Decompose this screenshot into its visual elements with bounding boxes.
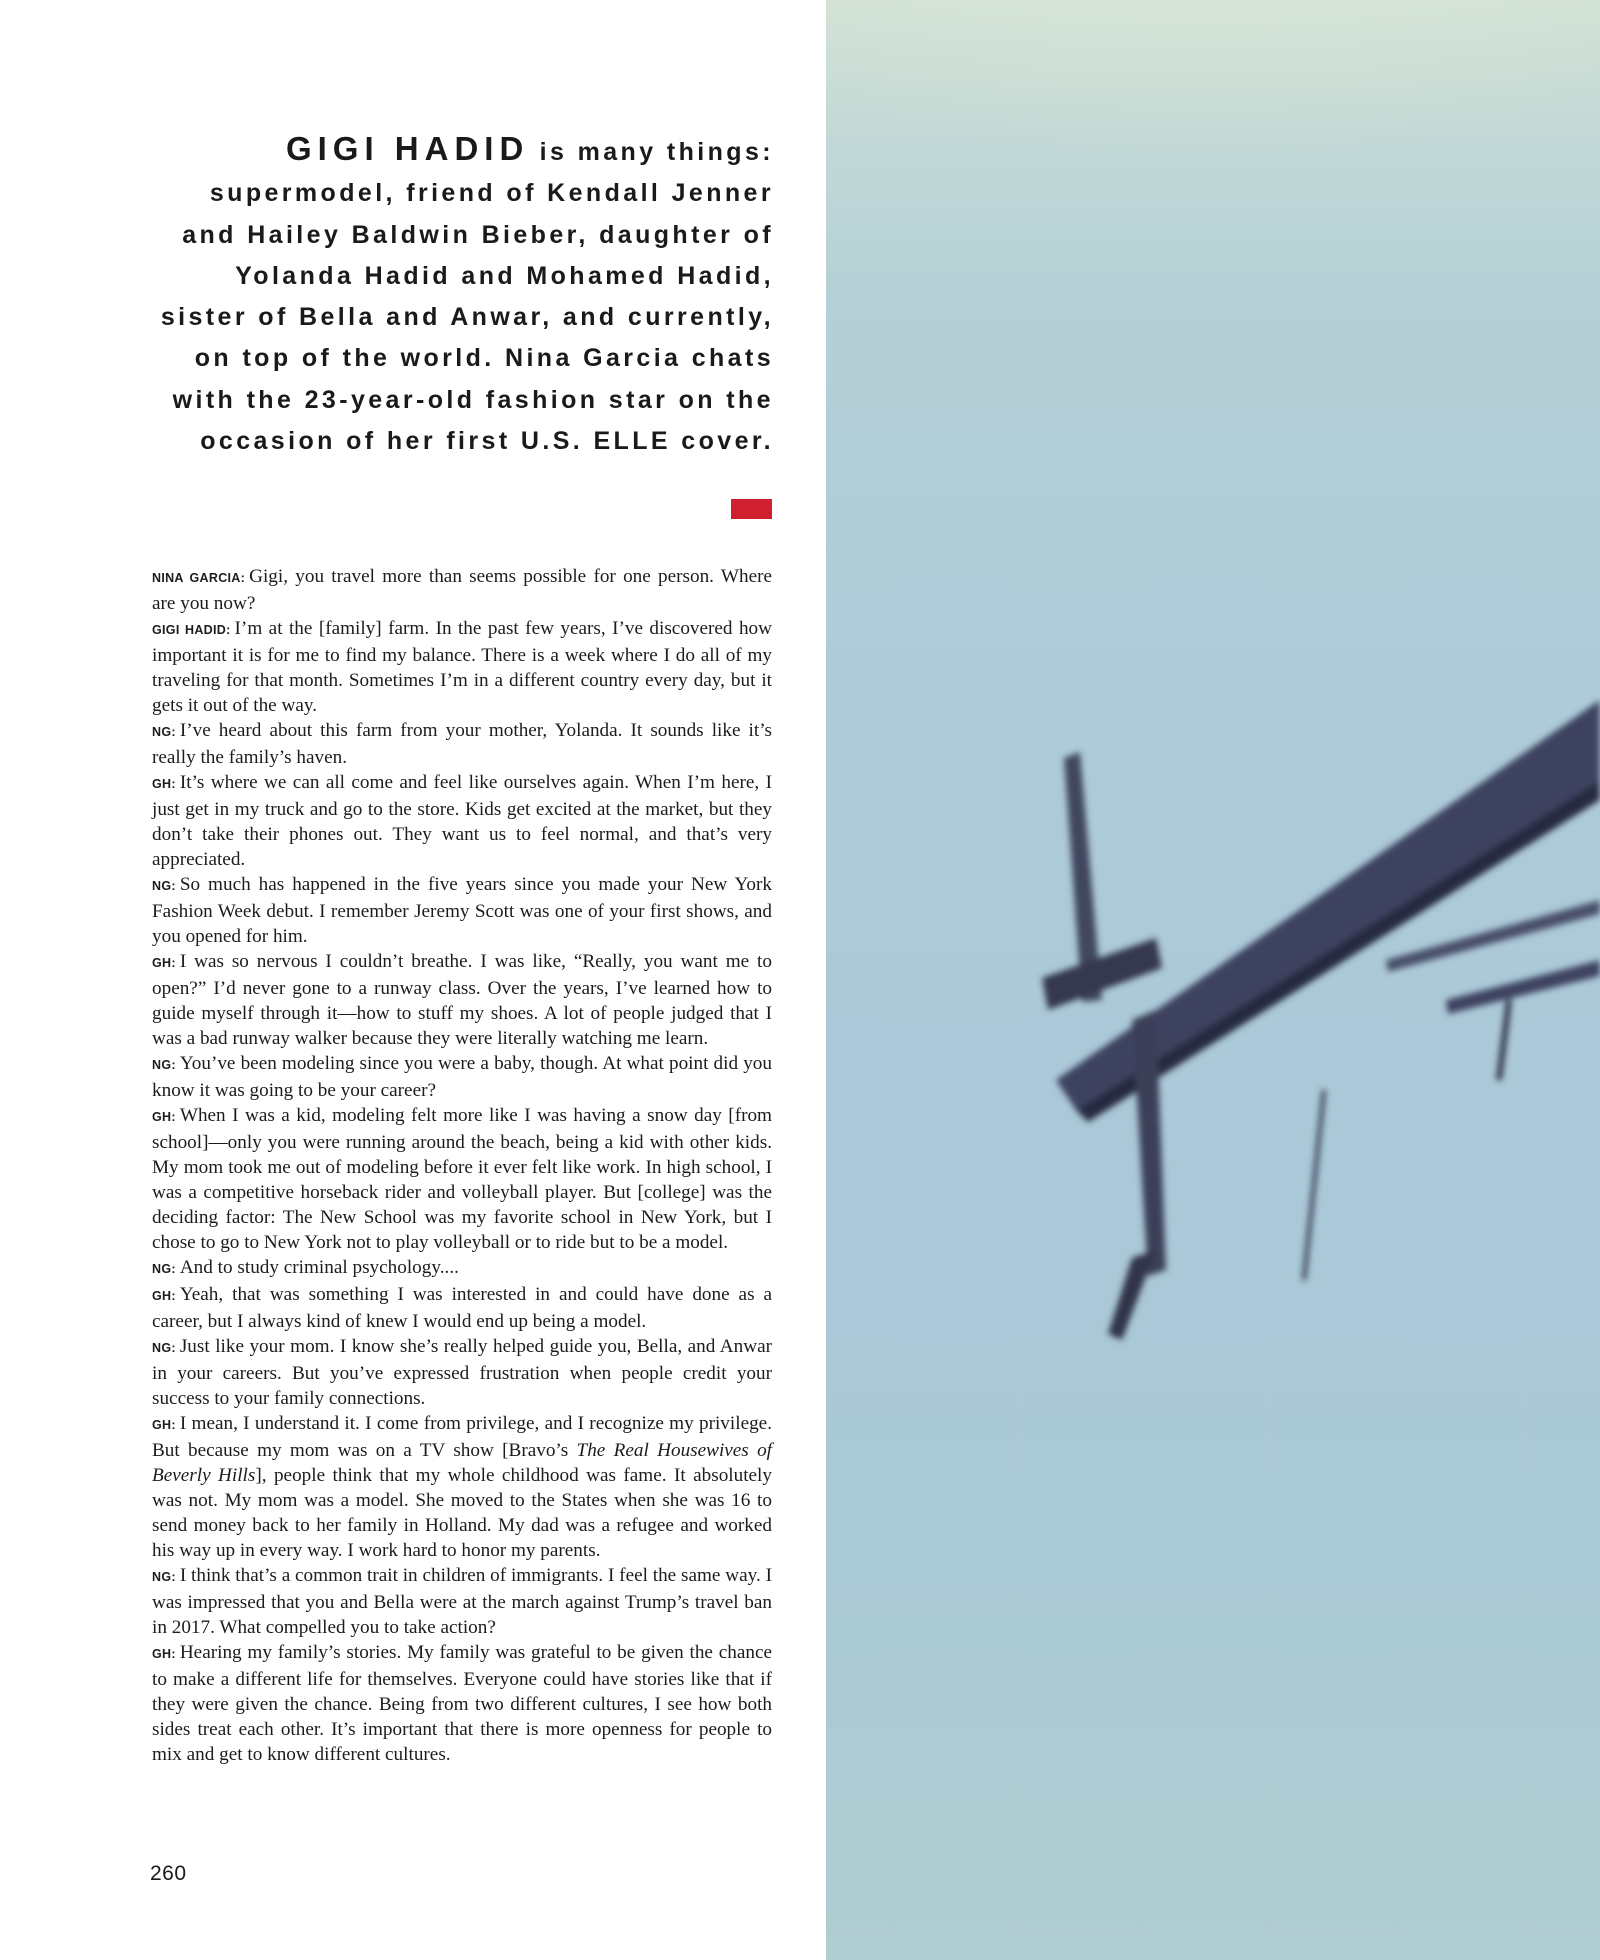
qa-paragraph (152, 1411, 772, 1563)
helicopter-illustration (826, 0, 1600, 1960)
qa-text: You’ve been modeling since you were a baby, though. At what point did you know it was going to be your career? (152, 1053, 772, 1101)
qa-paragraph (152, 1282, 772, 1334)
interview-body (152, 564, 772, 1767)
speaker-label: NG: (152, 879, 176, 893)
speaker-label: GIGI HADID: (152, 623, 231, 637)
qa-text: I mean, I understand it. I come from privilege, and I recognize my privilege. But because my mom was on a TV show [Bravo’s (152, 1413, 772, 1461)
qa-text: I’m at the [family] farm. In the past few years, I’ve discovered how important it is for me to find my balance. There is a week where I do all of my traveling for that month. Sometimes I’m in a different country every day, but it gets it out of the way. (152, 618, 772, 716)
qa-paragraph (152, 949, 772, 1051)
speaker-label: NG: (152, 1570, 176, 1584)
helicopter-photo (826, 0, 1600, 1960)
qa-paragraph (152, 564, 772, 616)
qa-paragraph (152, 616, 772, 718)
speaker-label: NG: (152, 1058, 176, 1072)
speaker-label: GH: (152, 1418, 176, 1432)
qa-paragraph (152, 1334, 772, 1411)
speaker-label: NINA GARCIA: (152, 571, 246, 585)
qa-paragraph (152, 1255, 772, 1282)
speaker-label: GH: (152, 1647, 176, 1661)
qa-paragraph (152, 1051, 772, 1103)
speaker-label: NG: (152, 1341, 176, 1355)
qa-text: Yeah, that was something I was interested in and could have done as a career, but I always kind of knew I would end up being a model. (152, 1284, 772, 1332)
qa-paragraph (152, 872, 772, 949)
cloud-shape (826, 0, 1600, 260)
red-accent-bar (731, 499, 772, 519)
qa-paragraph (152, 1640, 772, 1767)
qa-text: ], people think that my whole childhood was fame. It absolutely was not. My mom was a model. She moved to the States when she was 16 to send money back to her family in Holland. My dad was a refugee and worked his way up in every way. I work hard to honor my parents. (152, 1465, 772, 1561)
qa-text: I’ve heard about this farm from your mother, Yolanda. It sounds like it’s really the family’s haven. (152, 720, 772, 768)
qa-text: Just like your mom. I know she’s really helped guide you, Bella, and Anwar in your careers. But you’ve expressed frustration when people credit your success to your family connections. (152, 1336, 772, 1409)
intro-name: GIGI HADID (285, 130, 530, 167)
qa-paragraph (152, 1563, 772, 1640)
speaker-label: NG: (152, 1262, 176, 1276)
qa-text: So much has happened in the five years since you made your New York Fashion Week debut. I remember Jeremy Scott was one of your first shows, and you opened for him. (152, 874, 772, 947)
qa-text: And to study criminal psychology.... (179, 1257, 459, 1278)
intro-deck (150, 128, 774, 462)
qa-text: I was so nervous I couldn’t breathe. I was like, “Really, you want me to open?” I’d never gone to a runway class. Over the years, I’ve learned how to guide myself through it—how to stuff my shoes. A lot of people judged that I was a bad runway walker because they were literally watching me learn. (152, 951, 772, 1049)
qa-text: I think that’s a common trait in children of immigrants. I feel the same way. I was impressed that you and Bella were at the march against Trump’s travel ban in 2017. What compelled you to take action? (152, 1565, 772, 1638)
qa-text: When I was a kid, modeling felt more like I was having a snow day [from school]—only you were running around the beach, being a kid with other kids. My mom took me out of modeling before it ever felt like work. In high school, I was a competitive horseback rider and volleyball player. But [college] was the deciding factor: The New School was my favorite school in New York, but I chose to go to New York not to play volleyball or to ride but to be a model. (152, 1105, 772, 1253)
qa-text: It’s where we can all come and feel like ourselves again. When I’m here, I just get in my truck and go to the store. Kids get excited at the market, but they don’t take their phones out. They want us to feel normal, and that’s very appreciated. (152, 772, 772, 870)
speaker-label: GH: (152, 1289, 176, 1303)
page-number: 260 (150, 1862, 187, 1885)
qa-paragraph (152, 770, 772, 872)
helicopter-shape (1042, 700, 1600, 1340)
speaker-label: GH: (152, 777, 176, 791)
intro-text: is many things: supermodel, friend of Kendall Jenner and Hailey Baldwin Bieber, daughter of Yolanda Hadid and Mohamed Hadid, sister of Bella and Anwar, and currently, on top of the world. Nina Garcia chats with the 23-year-old fashion star on the occasion of her first U.S. ELLE cover. (160, 138, 774, 456)
qa-text: Hearing my family’s stories. My family was grateful to be given the chance to make a different life for themselves. Everyone could have stories like that if they were given the chance. Being from two different cultures, I see how both sides treat each other. It’s important that there is more openness for people to mix and get to know different cultures. (152, 1642, 772, 1765)
qa-paragraph (152, 1103, 772, 1255)
qa-paragraph (152, 718, 772, 770)
speaker-label: NG: (152, 725, 176, 739)
show-title: The Real Housewives of Beverly Hills (152, 1440, 773, 1486)
speaker-label: GH: (152, 956, 176, 970)
speaker-label: GH: (152, 1110, 176, 1124)
qa-text: Gigi, you travel more than seems possible for one person. Where are you now? (152, 566, 772, 614)
